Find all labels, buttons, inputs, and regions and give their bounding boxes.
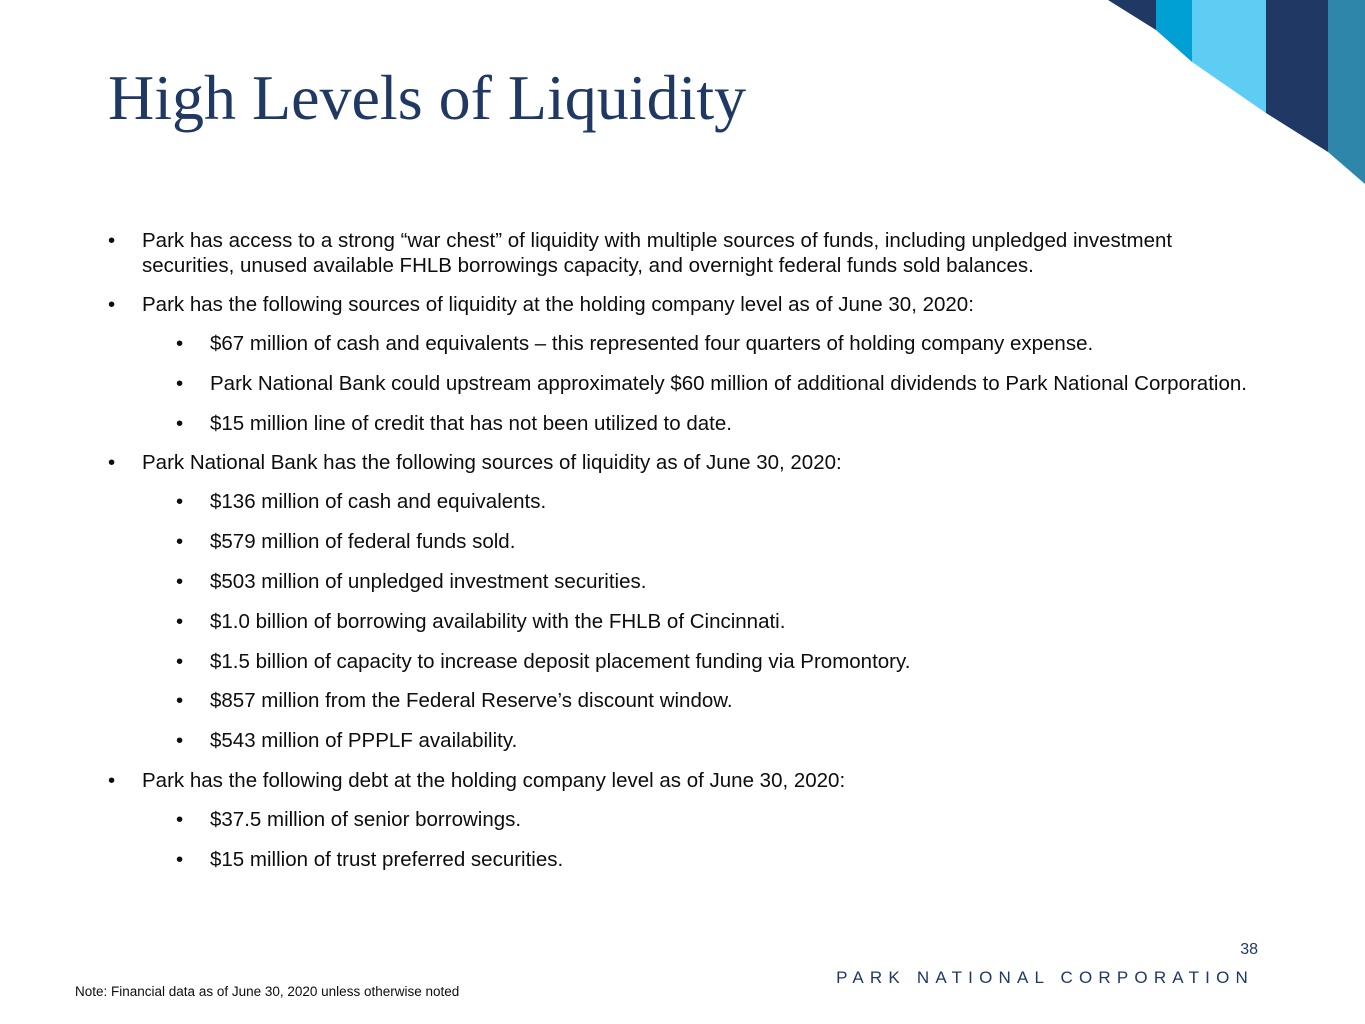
bullet-text: $136 million of cash and equivalents.	[210, 490, 547, 514]
bullet-list	[108, 228, 1268, 887]
bullet-marker: •	[176, 609, 184, 633]
page-number: 38	[1240, 941, 1258, 958]
bullet-marker: •	[176, 569, 184, 593]
bullet-text: Park has the following debt at the holding company level as of June 30, 2020:	[142, 768, 846, 792]
sub-bullet-item	[108, 411, 1268, 436]
bullet-marker: •	[176, 807, 184, 831]
bullet-text: Park National Bank could upstream approximately $60 million of additional dividends to Park National Corporation.	[210, 371, 1247, 395]
bullet-text: $503 million of unpledged investment securities.	[210, 569, 647, 593]
slide-title: High Levels of Liquidity	[108, 62, 747, 133]
bullet-item-war-chest	[108, 228, 1268, 278]
sub-bullet-item	[108, 728, 1268, 753]
bullet-marker: •	[176, 332, 184, 355]
footnote: Note: Financial data as of June 30, 2020 unless otherwise noted	[75, 984, 460, 999]
bullet-marker: •	[108, 451, 116, 475]
bullet-item-holding-company-debt	[108, 768, 1268, 793]
sub-bullet-item	[108, 688, 1268, 713]
teal-stripe	[1328, 0, 1365, 184]
bullet-marker: •	[176, 490, 184, 514]
bullet-text: $1.5 billion of capacity to increase deposit placement funding via Promontory.	[210, 649, 911, 673]
bullet-marker: •	[176, 847, 184, 871]
bullet-text: Park has access to a strong “war chest” of liquidity with multiple sources of funds, including unpledged investment securities, unused available FHLB borrowings capacity, and overnight federal funds sold balances.	[142, 229, 1173, 277]
sub-bullet-item	[108, 489, 1268, 514]
navy-stripe-right	[1266, 0, 1328, 152]
bullet-text: Park National Bank has the following sources of liquidity as of June 30, 2020:	[142, 451, 842, 475]
sub-bullet-item	[108, 331, 1268, 356]
bullet-marker: •	[108, 768, 116, 792]
bullet-marker: •	[176, 649, 184, 673]
navy-stripe-left	[1108, 0, 1156, 30]
bullet-text: $857 million from the Federal Reserve’s discount window.	[210, 689, 733, 713]
bullet-text: $15 million line of credit that has not been utilized to date.	[210, 411, 732, 435]
bullet-marker: •	[176, 729, 184, 753]
bullet-text: $15 million of trust preferred securities.	[210, 847, 564, 871]
bullet-marker: •	[176, 530, 184, 554]
bullet-text: $579 million of federal funds sold.	[210, 530, 516, 554]
sub-bullet-item	[108, 807, 1268, 832]
bullet-marker: •	[176, 689, 184, 713]
bullet-text: Park has the following sources of liquidity at the holding company level as of June 30, 2020:	[142, 293, 974, 316]
bullet-item-holding-company-sources	[108, 292, 1268, 317]
bullet-marker: •	[108, 293, 116, 316]
light-blue-stripe	[1192, 0, 1266, 113]
bullet-text: $1.0 billion of borrowing availability with the FHLB of Cincinnati.	[210, 609, 786, 633]
bullet-item-bank-sources	[108, 450, 1268, 475]
bullet-marker: •	[176, 411, 184, 435]
bullet-text: $37.5 million of senior borrowings.	[210, 807, 522, 831]
bullet-marker: •	[176, 371, 184, 395]
sub-bullet-item	[108, 609, 1268, 634]
cyan-stripe	[1156, 0, 1192, 62]
sub-bullet-item	[108, 371, 1268, 396]
sub-bullet-item	[108, 847, 1268, 872]
sub-bullet-item	[108, 529, 1268, 554]
bullet-text: $67 million of cash and equivalents – this represented four quarters of holding company expense.	[210, 332, 1094, 355]
brand-wordmark: PARK NATIONAL CORPORATION	[836, 968, 1254, 987]
bullet-text: $543 million of PPPLF availability.	[210, 729, 518, 753]
sub-bullet-item	[108, 569, 1268, 594]
bullet-marker: •	[108, 229, 116, 252]
sub-bullet-item	[108, 649, 1268, 674]
